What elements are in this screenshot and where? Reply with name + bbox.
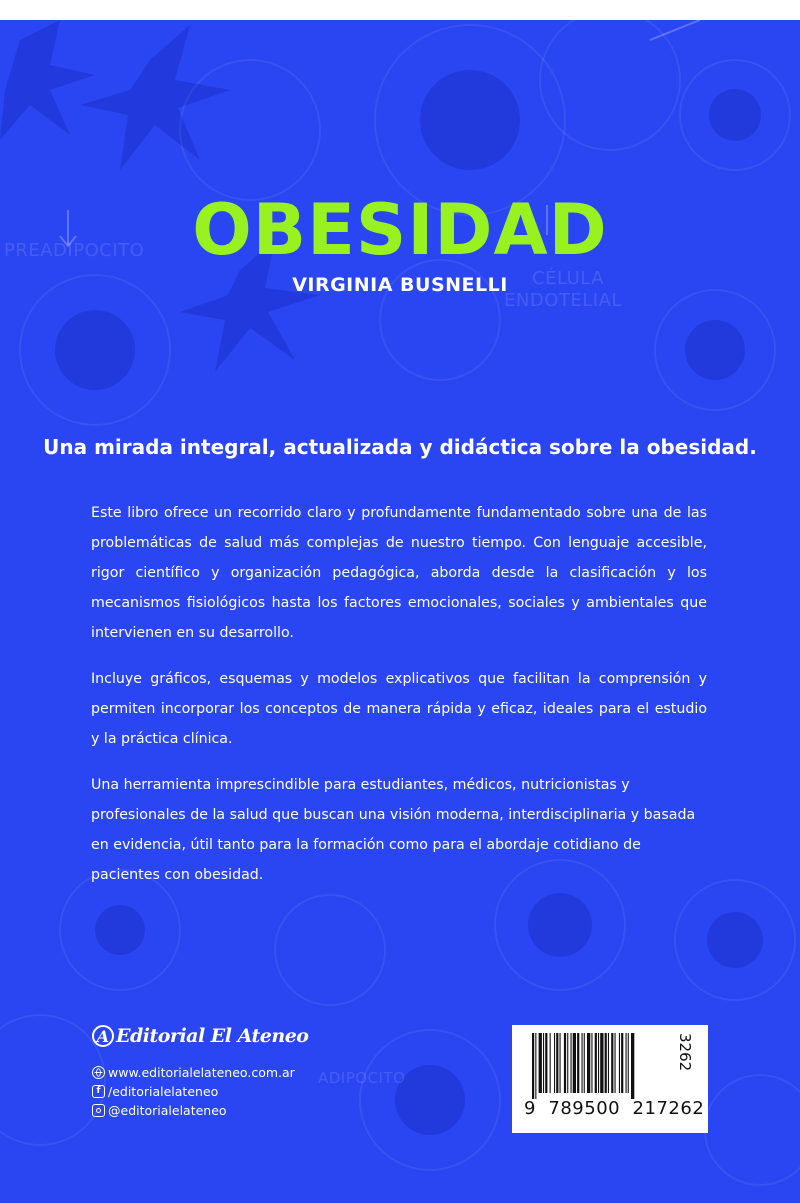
book-description bbox=[91, 498, 707, 906]
background-label-adipocito: ADIPOCITO bbox=[318, 1069, 406, 1087]
contact-facebook bbox=[92, 1082, 295, 1101]
book-title: OBESIDAD bbox=[192, 189, 608, 271]
contact-website bbox=[92, 1063, 295, 1082]
description-paragraph-3: Una herramienta imprescindible para estudiantes, médicos, nutricionistas y profesionales de la salud que buscan una visión moderna, interdisciplinaria y basada en evidencia, útil tanto para la formación como para el abordaje cotidiano de pacientes con obesidad. bbox=[91, 777, 696, 883]
description-paragraph-2: Incluye gráficos, esquemas y modelos explicativos que facilitan la comprensión y permiten incorporar los conceptos de manera rápida y eficaz, ideales para el estudio y la práctica clínica. bbox=[91, 671, 707, 747]
publisher-contacts bbox=[92, 1063, 295, 1120]
instagram-text: @editorialelateneo bbox=[108, 1103, 227, 1118]
book-tagline: Una mirada integral, actualizada y didáctica sobre la obesidad. bbox=[43, 435, 757, 459]
book-author: VIRGINIA BUSNELLI bbox=[292, 274, 508, 296]
isbn-barcode bbox=[512, 1025, 708, 1133]
publisher-a-icon: A bbox=[92, 1025, 114, 1047]
description-paragraph-1: Este libro ofrece un recorrido claro y profundamente fundamentado sobre una de las problemáticas de salud más complejas de nuestro tiempo. Con lenguaje accesible, rigor científico y organización pedagógica, aborda desde la clasificación y los mecanismos fisiológicos hasta los factores emocionales, sociales y ambientales que intervienen en su desarrollo. bbox=[91, 505, 707, 641]
back-cover bbox=[0, 20, 800, 1203]
contact-instagram bbox=[92, 1101, 295, 1120]
isbn-number: 9 789500 217262 bbox=[524, 1098, 705, 1119]
background-label-endotelial: ENDOTELIAL bbox=[504, 290, 622, 311]
instagram-icon bbox=[92, 1104, 105, 1117]
facebook-text: /editorialelateneo bbox=[108, 1084, 219, 1099]
publisher-name: Editorial El Ateneo bbox=[116, 1025, 309, 1047]
background-label-preadipocito: PREADIPOCITO bbox=[4, 240, 145, 261]
facebook-icon: f bbox=[92, 1085, 105, 1098]
publisher-logo bbox=[92, 1025, 308, 1047]
globe-icon bbox=[92, 1066, 105, 1079]
background-label-celula: CÉLULA bbox=[532, 268, 605, 289]
price-code-text: 3262 bbox=[676, 1033, 694, 1072]
website-text: www.editorialelateneo.com.ar bbox=[108, 1065, 295, 1080]
price-code bbox=[672, 1033, 702, 1091]
